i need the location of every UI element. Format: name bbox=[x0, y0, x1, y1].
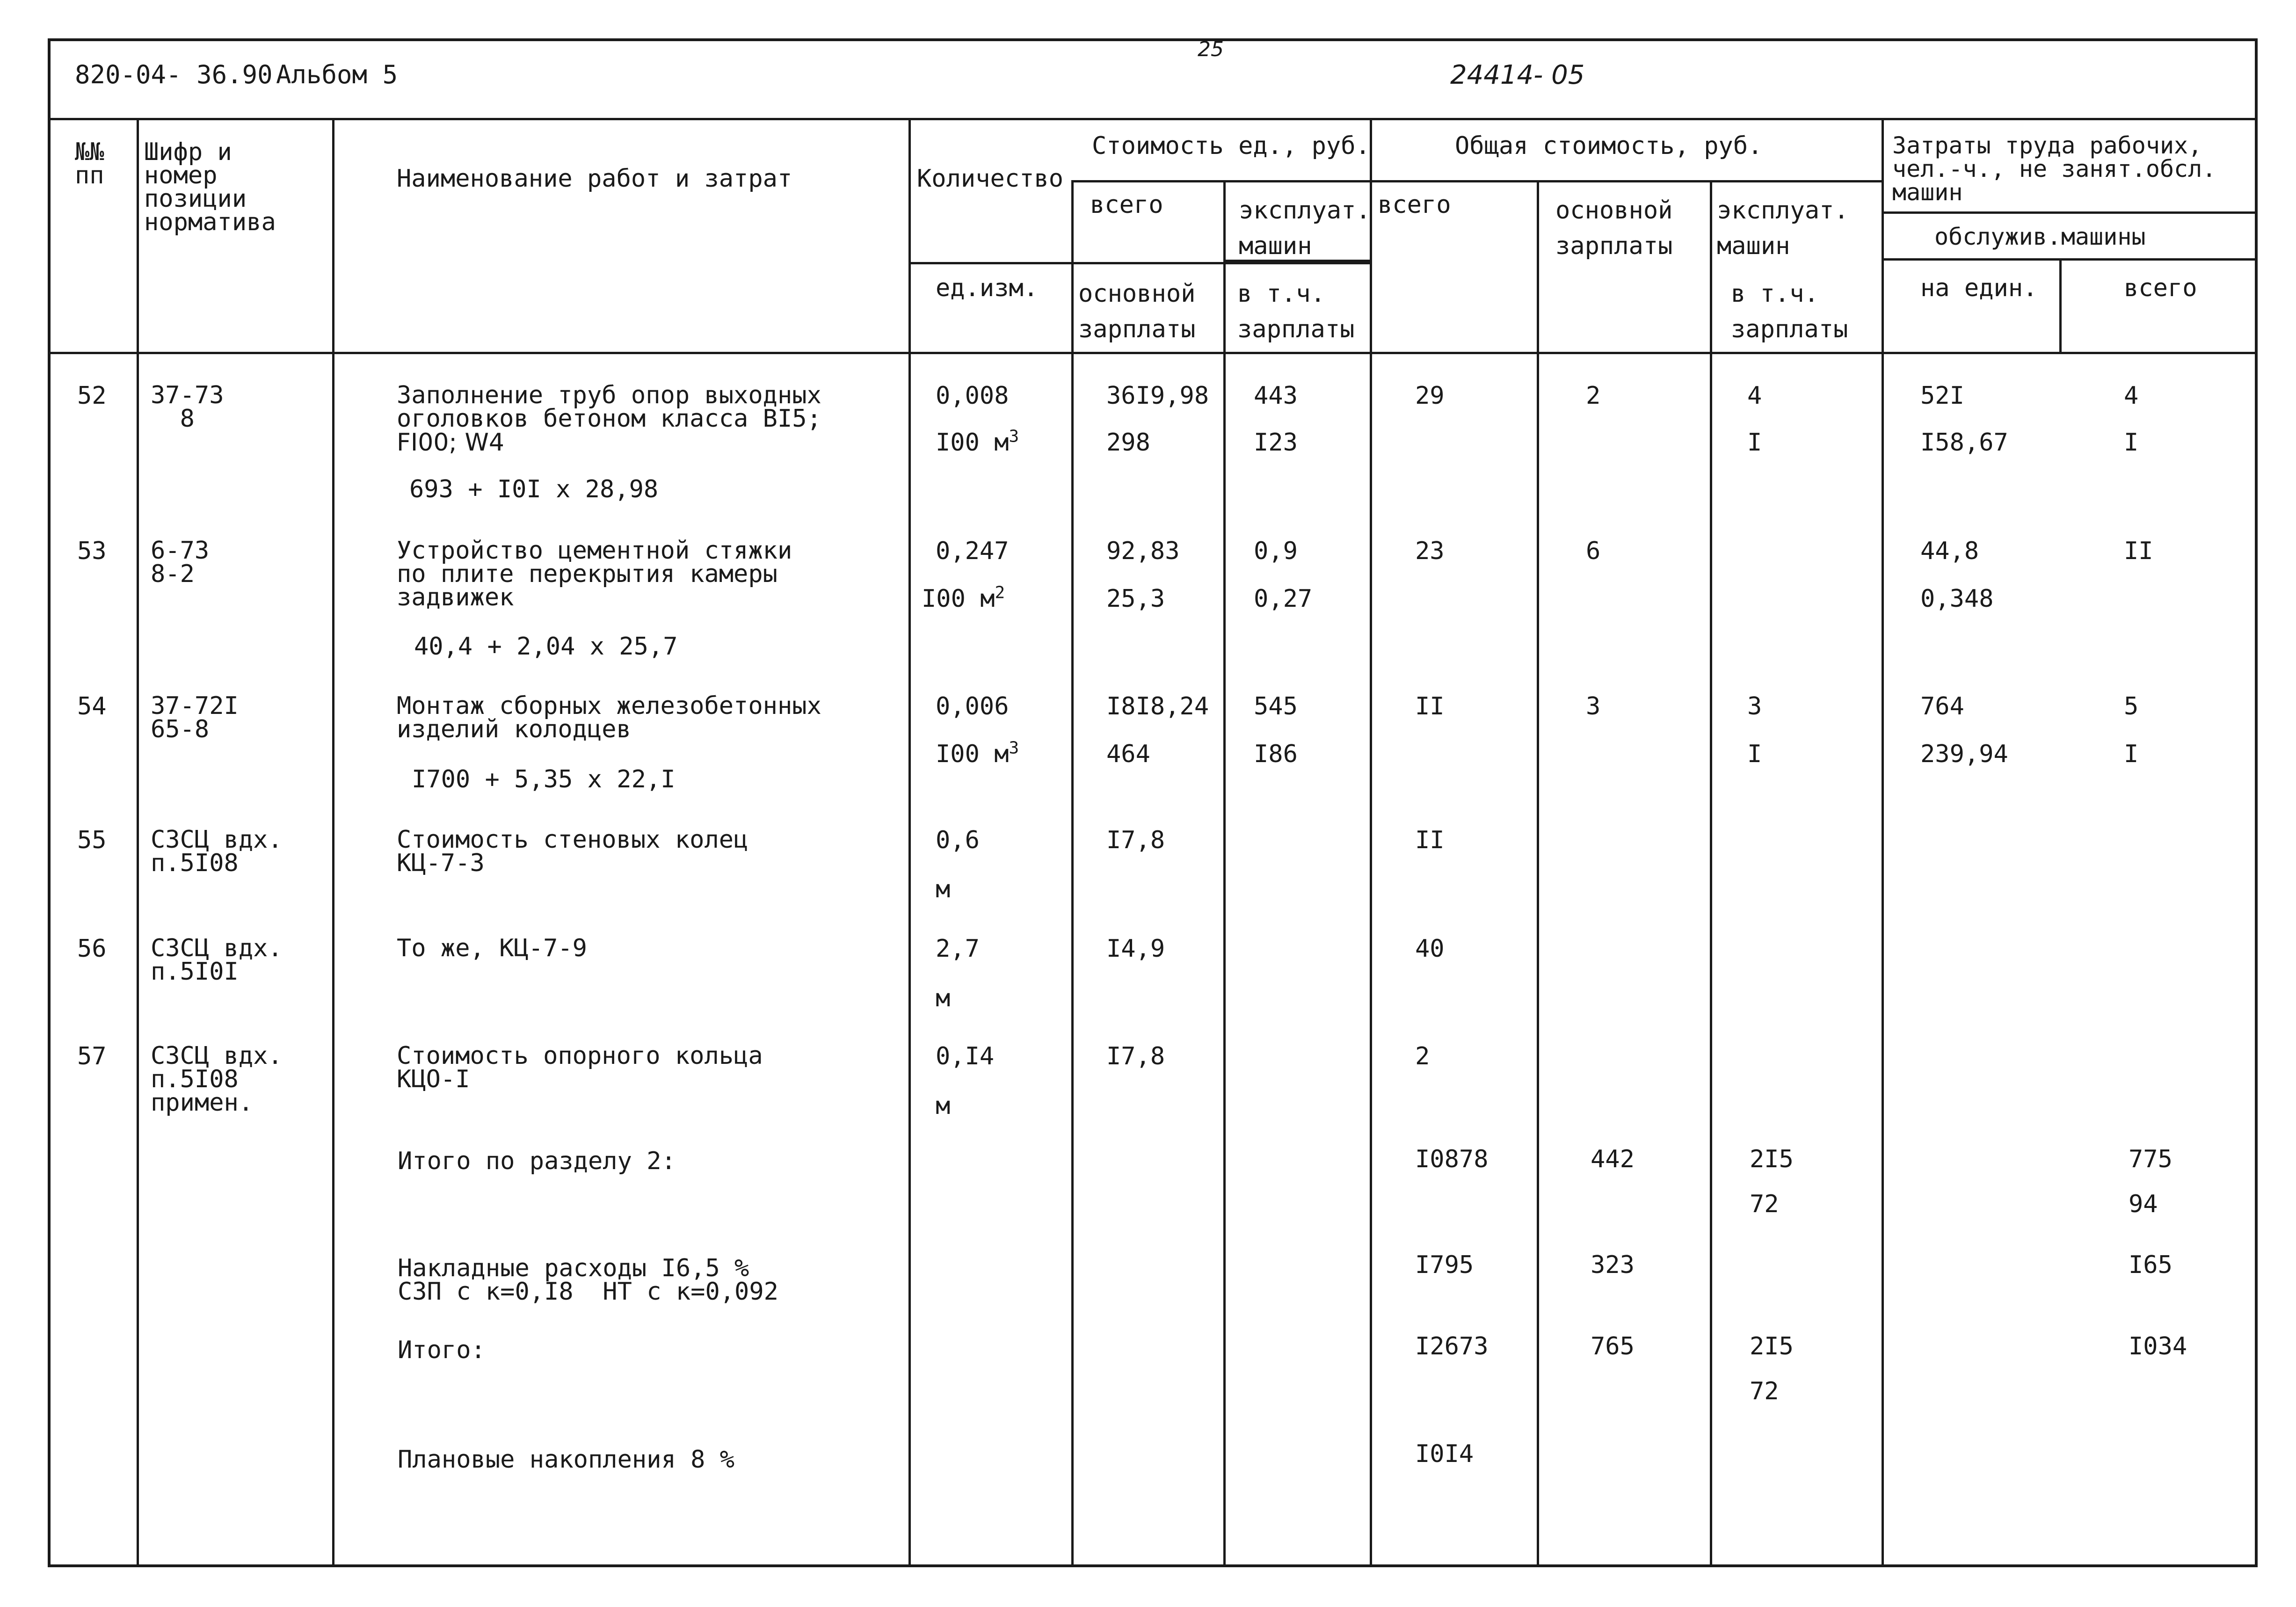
row-code: СЗСЦ вдх. п.5I08 bbox=[151, 826, 283, 877]
summary-tc-total: I795 bbox=[1415, 1251, 1474, 1279]
summary-tc-wage: 765 bbox=[1591, 1332, 1635, 1360]
row-labor-total-2: I bbox=[2124, 429, 2139, 457]
page-number: 25 bbox=[1198, 37, 1224, 61]
row-name-handwritten: FI00; W4 bbox=[397, 429, 504, 457]
row-uc-total: I8I8,24 bbox=[1106, 692, 1209, 720]
row-labor-unit-2: I58,67 bbox=[1920, 429, 2008, 457]
row-uc-machine: 443 bbox=[1254, 382, 1298, 410]
row-tc-total: 40 bbox=[1415, 935, 1445, 963]
header-uc-incl-wage: в т.ч. зарплаты bbox=[1237, 280, 1355, 343]
row-labor-total: 5 bbox=[2124, 692, 2139, 720]
row-num: 52 bbox=[77, 382, 107, 410]
row-qty: 0,6 bbox=[936, 826, 980, 854]
row-calc: 693 + I0I x 28,98 bbox=[409, 475, 659, 503]
summary-labor-total-2: 94 bbox=[2129, 1190, 2158, 1218]
row-uc-machine: 0,9 bbox=[1254, 537, 1298, 565]
row-name: Стоимость опорного кольца КЦО-I bbox=[397, 1042, 763, 1093]
summary-tc-wage: 442 bbox=[1591, 1145, 1635, 1173]
row-uc-wage: 298 bbox=[1106, 429, 1150, 457]
header-tc-machine: эксплуат. машин bbox=[1717, 196, 1849, 260]
row-unit: I00 $м^2$ bbox=[922, 583, 1005, 613]
header-labor: Затраты труда рабочих, чел.-ч., не занят.обсл. машин bbox=[1892, 132, 2216, 206]
row-uc-incl-wage: I86 bbox=[1254, 740, 1298, 768]
row-num: 56 bbox=[77, 935, 107, 963]
summary-tc-wage: 323 bbox=[1591, 1251, 1635, 1279]
col-rule-4 bbox=[1071, 180, 1074, 1567]
header-unit: ед.изм. bbox=[936, 274, 1039, 302]
row-tc-wage: 6 bbox=[1586, 537, 1601, 565]
header-tc-incl-wage: в т.ч. зарплаты bbox=[1731, 280, 1848, 343]
row-qty: 2,7 bbox=[936, 935, 980, 963]
summary-tc-total: I0I4 bbox=[1415, 1440, 1474, 1468]
row-tc-wage: 2 bbox=[1586, 382, 1601, 410]
row-tc-machine: 4 bbox=[1747, 382, 1762, 410]
header-unit-cost: Стоимость ед., руб. bbox=[1092, 132, 1370, 160]
summary-label: Плановые накопления 8 % bbox=[398, 1446, 735, 1474]
row-num: 57 bbox=[77, 1042, 107, 1070]
row-labor-total: 4 bbox=[2124, 382, 2139, 410]
album-label: Альбом 5 bbox=[276, 60, 398, 89]
row-calc: I700 + 5,35 x 22,I bbox=[412, 765, 676, 793]
row-tc-total: 23 bbox=[1415, 537, 1445, 565]
row-tc-total: 29 bbox=[1415, 382, 1445, 410]
col-rule-6 bbox=[1370, 118, 1372, 1567]
col-rule-5 bbox=[1223, 180, 1226, 1567]
header-tc-total: всего bbox=[1378, 191, 1451, 219]
col-rule-2 bbox=[332, 118, 334, 1567]
row-tc-incl-wage: I bbox=[1747, 429, 1762, 457]
summary-labor-total: 775 bbox=[2129, 1145, 2172, 1173]
summary-tc-total: I2673 bbox=[1415, 1332, 1489, 1360]
summary-tc-machine: 2I5 bbox=[1750, 1145, 1794, 1173]
row-qty: 0,I4 bbox=[936, 1042, 995, 1070]
row-code: 37-73 8 bbox=[151, 381, 224, 433]
summary-label: Накладные расходы I6,5 % СЗП с к=0,I8 НТ с к=0,092 bbox=[398, 1254, 778, 1306]
col-rule-8 bbox=[1710, 180, 1712, 1567]
header-qty: Количество bbox=[917, 165, 1064, 193]
row-calc: 40,4 + 2,04 x 25,7 bbox=[414, 633, 678, 661]
row-uc-machine: 545 bbox=[1254, 692, 1298, 720]
header-uc-wage: основной зарплаты bbox=[1078, 280, 1196, 343]
row-name: Стоимость стеновых колец КЦ-7-3 bbox=[397, 826, 748, 877]
row-tc-wage: 3 bbox=[1586, 692, 1601, 720]
summary-label: Итого: bbox=[398, 1336, 486, 1364]
row-name: Монтаж сборных железобетонных изделий колодцев bbox=[397, 692, 821, 743]
header-name: Наименование работ и затрат bbox=[397, 165, 792, 193]
row-code: СЗСЦ вдх. п.5I08 примен. bbox=[151, 1042, 283, 1117]
row-num: 55 bbox=[77, 826, 107, 854]
header-num: №№ пп bbox=[75, 138, 104, 189]
row-labor-unit: 52I bbox=[1920, 382, 1964, 410]
row-num: 53 bbox=[77, 537, 107, 565]
row-tc-incl-wage: I bbox=[1747, 740, 1762, 768]
row-uc-total: 36I9,98 bbox=[1106, 382, 1209, 410]
header-labor-service: обслужив.машины bbox=[1934, 223, 2146, 250]
summary-tc-incl-wage: 72 bbox=[1750, 1190, 1779, 1218]
row-name: То же, КЦ-7-9 bbox=[397, 934, 587, 962]
row-labor-total: II bbox=[2124, 537, 2153, 565]
row-uc-incl-wage: 0,27 bbox=[1254, 585, 1313, 613]
row-uc-total: I7,8 bbox=[1106, 826, 1165, 854]
row-code: 37-72I 65-8 bbox=[151, 692, 239, 743]
col-rule-3 bbox=[908, 118, 911, 1567]
row-uc-wage: 25,3 bbox=[1106, 585, 1165, 613]
row-uc-incl-wage: I23 bbox=[1254, 429, 1298, 457]
col-rule-10 bbox=[2059, 258, 2062, 352]
col-rule-1 bbox=[137, 118, 139, 1567]
row-uc-total: 92,83 bbox=[1106, 537, 1180, 565]
row-labor-unit-2: 239,94 bbox=[1920, 740, 2008, 768]
row-unit: I00 $м^3$ bbox=[936, 427, 1019, 457]
row-uc-total: I4,9 bbox=[1106, 935, 1165, 963]
row-labor-unit-2: 0,348 bbox=[1920, 585, 1994, 613]
labor-subrule bbox=[1883, 211, 2258, 214]
col-rule-7 bbox=[1537, 180, 1539, 1567]
row-uc-wage: 464 bbox=[1106, 740, 1150, 768]
summary-tc-incl-wage: 72 bbox=[1750, 1377, 1779, 1405]
total-cost-subrule bbox=[1372, 180, 1882, 182]
summary-label: Итого по разделу 2: bbox=[398, 1147, 676, 1175]
row-labor-unit: 764 bbox=[1920, 692, 1964, 720]
row-unit: м bbox=[936, 875, 951, 903]
row-name: Заполнение труб опор выходных оголовков бетоном класса BI5; bbox=[397, 381, 821, 433]
row-qty: 0,008 bbox=[936, 382, 1009, 410]
handwritten-number: 24414- 05 bbox=[1450, 60, 1585, 90]
header-labor-total: всего bbox=[2124, 274, 2197, 302]
row-tc-machine: 3 bbox=[1747, 692, 1762, 720]
table-top-rule bbox=[48, 118, 2258, 120]
row-unit: м bbox=[936, 1092, 951, 1120]
row-tc-total: 2 bbox=[1415, 1042, 1430, 1070]
row-num: 54 bbox=[77, 692, 107, 720]
row-tc-total: II bbox=[1415, 826, 1445, 854]
row-name: Устройство цементной стяжки по плите перекрытия камеры задвижек bbox=[397, 537, 792, 611]
labor-subrule-2 bbox=[1883, 258, 2258, 261]
header-uc-total: всего bbox=[1090, 191, 1163, 219]
estimate-sheet bbox=[48, 38, 2258, 1567]
unit-cost-subrule bbox=[1071, 180, 1370, 182]
row-unit: м bbox=[936, 984, 951, 1012]
header-code: Шифр и номер позиции норматива bbox=[144, 138, 276, 236]
row-labor-total-2: I bbox=[2124, 740, 2139, 768]
row-qty: 0,006 bbox=[936, 692, 1009, 720]
summary-labor-total: I034 bbox=[2129, 1332, 2187, 1360]
row-code: 6-73 8-2 bbox=[151, 537, 210, 588]
row-unit: I00 $м^3$ bbox=[936, 738, 1019, 768]
header-tc-wage: основной зарплаты bbox=[1555, 196, 1673, 260]
row-code: СЗСЦ вдх. п.5I0I bbox=[151, 934, 283, 986]
summary-tc-total: I0878 bbox=[1415, 1145, 1489, 1173]
header-uc-machine: эксплуат. машин bbox=[1239, 196, 1371, 260]
row-labor-unit: 44,8 bbox=[1920, 537, 1979, 565]
row-qty: 0,247 bbox=[936, 537, 1009, 565]
summary-tc-machine: 2I5 bbox=[1750, 1332, 1794, 1360]
doc-code: 820-04- 36.90 bbox=[75, 60, 273, 89]
header-total-cost: Общая стоимость, руб. bbox=[1455, 132, 1763, 160]
header-bottom-rule bbox=[48, 352, 2258, 354]
col-rule-9 bbox=[1882, 118, 1884, 1567]
summary-labor-total: I65 bbox=[2129, 1251, 2172, 1279]
row-tc-total: II bbox=[1415, 692, 1445, 720]
row-uc-total: I7,8 bbox=[1106, 1042, 1165, 1070]
header-labor-unit: на един. bbox=[1920, 274, 2038, 302]
